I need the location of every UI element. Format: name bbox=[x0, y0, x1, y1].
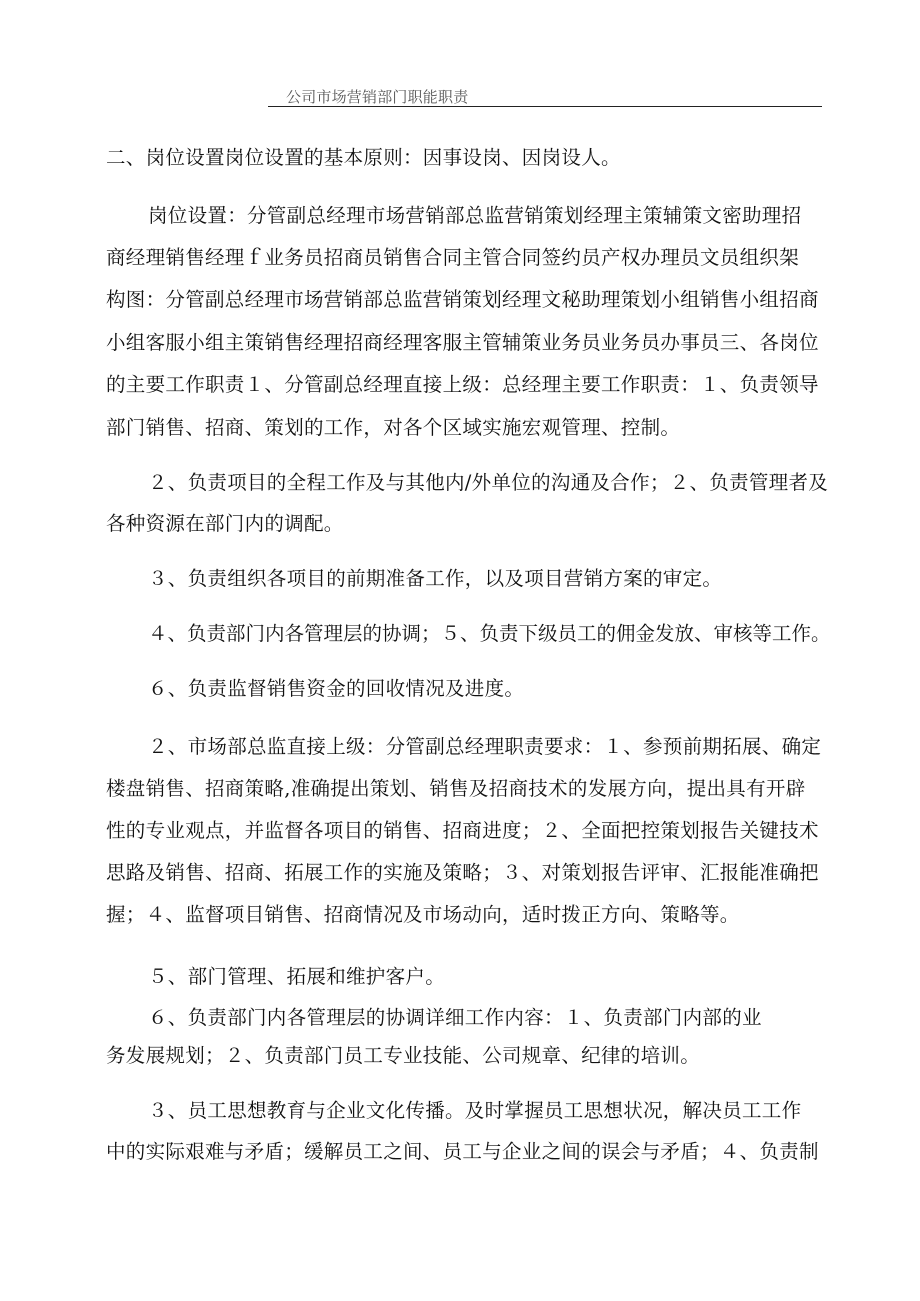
text-line: 性的专业观点，并监督各项目的销售、招商进度；２、全面把控策划报告关键技术 bbox=[106, 819, 819, 842]
text-line: 务发展规划；２、负责部门员工专业技能、公司规章、纪律的培训。 bbox=[106, 1044, 701, 1067]
text-line: ２、市场部总监直接上级：分管副总经理职责要求：１、参预前期拓展、确定 bbox=[148, 735, 822, 758]
text-line: 商经理销售经理ｆ业务员招商员销售合同主管合同签约员产权办理员文员组织架 bbox=[106, 246, 800, 269]
text-line: 各种资源在部门内的调配。 bbox=[106, 512, 344, 535]
text-line: 二、岗位设置岗位设置的基本原则：因事设岗、因岗设人。 bbox=[106, 146, 621, 169]
text-line: ５、部门管理、拓展和维护客户。 bbox=[148, 965, 446, 988]
header-divider bbox=[268, 106, 822, 107]
text-line: 构图：分管副总经理市场营销部总监营销策划经理文秘助理策划小组销售小组招商 bbox=[106, 288, 819, 311]
text-line: ６、负责监督销售资金的回收情况及进度。 bbox=[148, 677, 525, 700]
text-line: ６、负责部门内各管理层的协调详细工作内容：１、负责部门内部的业 bbox=[148, 1006, 762, 1029]
text-line: 思路及销售、招商、拓展工作的实施及策略；３、对策划报告评审、汇报能准确把 bbox=[106, 861, 819, 884]
text-line: ４、负责部门内各管理层的协调；５、负责下级员工的佣金发放、审核等工作。 bbox=[148, 622, 831, 645]
text-line: 的主要工作职责１、分管副总经理直接上级：总经理主要工作职责：１、负责领导 bbox=[106, 373, 819, 396]
text-line: 部门销售、招商、策划的工作，对各个区域实施宏观管理、控制。 bbox=[106, 416, 681, 439]
text-line: ３、负责组织各项目的前期准备工作，以及项目营销方案的审定。 bbox=[148, 567, 723, 590]
text-line: 楼盘销售、招商策略,准确提出策划、销售及招商技术的发展方向，提出具有开辟 bbox=[106, 777, 806, 800]
page-header-title: 公司市场营销部门职能职责 bbox=[286, 88, 469, 106]
text-line: 岗位设置：分管副总经理市场营销部总监营销策划经理主策辅策文密助理招 bbox=[148, 204, 802, 227]
text-line: 小组客服小组主策销售经理招商经理客服主管辅策业务员业务员办事员三、各岗位 bbox=[106, 331, 819, 354]
text-line: ２、负责项目的全程工作及与其他内/外单位的沟通及合作；２、负责管理者及 bbox=[148, 471, 829, 494]
text-line: 中的实际艰难与矛盾；缓解员工之间、员工与企业之间的误会与矛盾；４、负责制 bbox=[106, 1140, 819, 1163]
text-line: ３、员工思想教育与企业文化传播。及时掌握员工思想状况，解决员工工作 bbox=[148, 1099, 802, 1122]
text-line: 握；４、监督项目销售、招商情况及市场动向，适时拨正方向、策略等。 bbox=[106, 903, 740, 926]
